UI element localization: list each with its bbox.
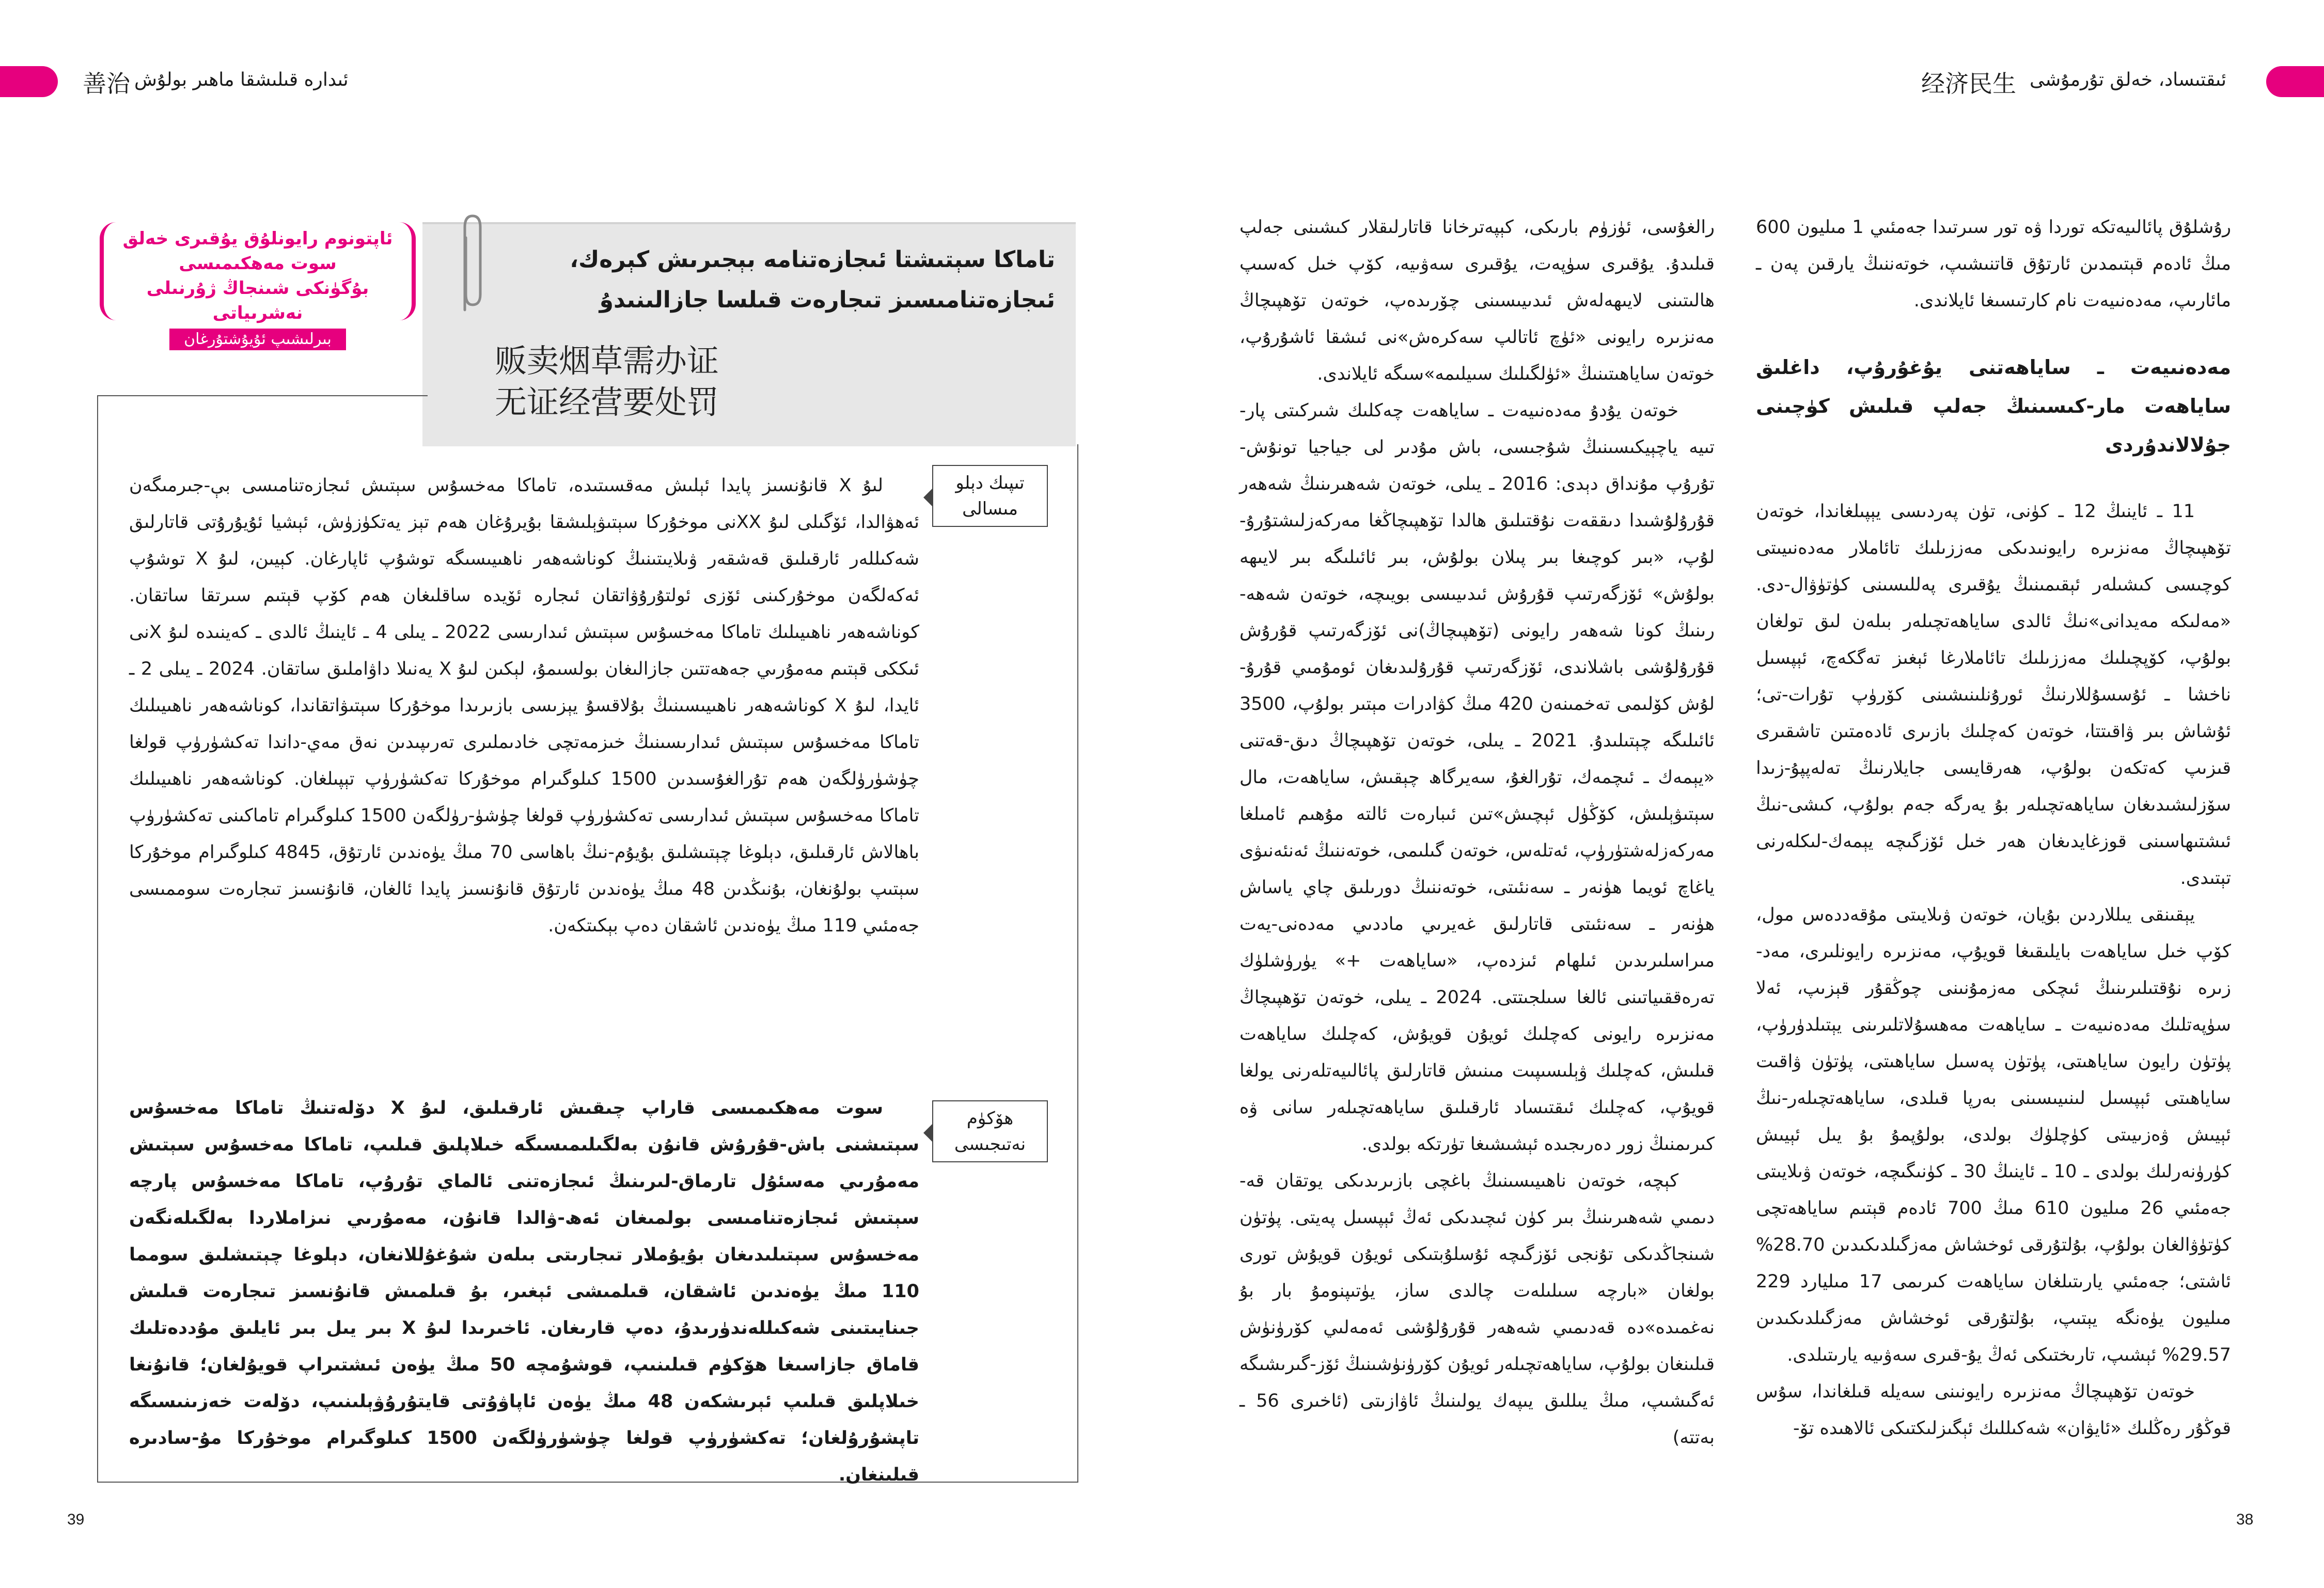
headline-cn-line-2: 无证经营要处罚 [495,383,719,421]
paragraph: يېقىنقى يىللاردىن بۇيان، خوتەن ۋىلايىتى مۇقەددەس مول، كۆپ خىل ساياھەت بايلىقىغا قويۇپ، مەنزىرە رايونلىرى، مەد-زىرە نۇقتىلىرىنىڭ ئىچكى مەزمۇنىنى چوڭقۇر قېزىپ، ئەلا سۈپەتلىك مەدەنىيەت ـ ساياھەت مەھسۇلاتلىرىنى يېتىلدۈرۈپ، پۈتۈن رايون ساياھىتى، پۈتۈن پەسىل ساياھىتى، پۈتۈن ۋاقىت ساياھىتى ئېپسىل لىنىيىسىنى بەرپا قىلدى، ساياھەتچىلەر-نىڭ ئېيىش ۋەزىيىتى كۈچلۈك بولدى، بولۇپمۇ بۇ يىل ئېيىش كۈرۈنەرلىك بولدى ـ 10 ـ ئاينىڭ 30 ـ كۈنىگىچە، خوتەن ۋىلايىتى جەمئىي 26 مىليون 610 مىڭ 700 ئادەم قېتىم ساياھەتچى كۈتۈۋالغان بولۇپ، بۇلتۇرقى ئوخشاش مەزگىلدىكىدىن 28.70% ئاشتى؛ جەمئىي يارىتىلغان ساياھەت كىرىمى 17 مىليارد 229 مىليون يۈەنگە يېتىپ، بۇلتۇرقى ئوخشاش مەزگىلدىكىدىن 29.57% ئېشىپ، تارىختىكى ئەڭ يۇ-قىرى سەۋىيە يارىتىلدى. [1756,905,2232,1365]
left-page-number: 39 [67,1511,85,1528]
headline-ug-line-1: تاماكا سېتىشتا ئىجازەتنامە بېجىرىش كېرەك، [570,246,1055,273]
right-page-number: 38 [2236,1511,2254,1528]
spacer [1756,319,2231,348]
paragraph: خوتەن تۆھپىچاڭ مەنزىرە رايونىنى سەيلە قىلغاندا، سۇس قوڭۇر رەڭلىك «ئايۋان» شەكىللىك ئېگىزلىكتىكى ئالاھىدە تۆ- [1756,1381,2231,1439]
paragraph: 11 ـ ئاينىڭ 12 ـ كۈنى، تۈن پەردىسى يېپىلغاندا، خوتەن تۆھپىچاڭ مەنزىرە رايونىدىكى مەززىلىك تائاملار مەدەنىيىتى كوچىسى كىشىلەر ئېقىمىنىڭ يۇقىرى پەللىسىنى كۈتۈۋال-دى. «مەلىكە مەيدانى»نىڭ ئالدى ساياھەتچىلەر بىلەن لىق تولغان بولۇپ، كۆپچىلىك مەززىلىك تائاملارغا ئېغىز تەگكەچ، ئېپسىل ناخشا ـ ئۇسسۇللارنىڭ ئورۇنلىنىشىنى كۆرۈپ تۇرات-تى؛ ئۇشاش بىر ۋاقىتتا، خوتەن كەچلىك بازىرى ئادەمتىن تاشقىرى قىزىپ كەتكەن بولۇپ، ھەرقايسى جايلارنىڭ تەلەپپۇ-زىدا سۆزلىشىدىغان ساياھەتچىلەر بۇ يەرگە جەم بولۇپ، كىشى-نىڭ ئىشتىھاسىنى قوزغايدىغان ھەر خىل ئۆزگىچە يېمەك-لىكلەرنى تېتىدى. [1756,501,2231,889]
right-page-column-right [1756,209,2231,1447]
left-running-title: ئىدارە قىلىشقا ماھىر بولۇش [134,69,349,90]
right-running-cn-title: 经济民生 [1921,70,2016,98]
headline-ug-line-2: ئىجازەتنامىسىز تىجارەت قىلسا جازالىنىدۇ [599,287,1055,313]
left-running-cn-title: 善治 [83,70,130,98]
paragraph: خوتەن يۇدۇ مەدەنىيەت ـ ساياھەت چەكلىك شىركىتى پار-تىيە ياچېيكىسىنىڭ شۇجىسى، باش مۇدىر لى جياجيا تونۇش-تۇرۇپ مۇنداق دېدى: 2016 ـ يىلى، خوتەن شەھىرىنىڭ شەھەر قۇرۇلۇشىدا دىققەت نۇقتىلىق ھالدا تۆھپىچاڭغا مەركەزلىشتۇرۇ-لۇپ، «بىر كوچىغا بىر پىلان بولۇش، بىر ئائىلىگە بىر لايىھە بولۇش» ئۆزگەرتىپ قۇرۇش ئىدىيىسى بويىچە، خوتەن شەھە-رىنىڭ كونا شەھەر رايونى (تۆھپىچاڭ)نى ئۆزگەرتىپ قۇرۇش قۇرۇلۇشى باشلاندى، ئۆزگەرتىپ قۇرۇلىدىغان ئومۇمىي قۇرۇ-لۇش كۆلىمى تەخمىنەن 420 مىڭ كۋادرات مېتىر بولۇپ، 3500 ئائىلىگە چېتىلىدۇ. 2021 ـ يىلى، خوتەن تۆھپىچاڭ دىق-قەتنى «يېمەك ـ ئىچمەك، تۇرالغۇ، سەيرگاھ چېقىش، ساياھەت، مال سېتىۋېلىش، كۆڭۈل ئېچىش»تىن ئىبارەت ئالتە مۇھىم ئامىلغا مەركەزلەشتۈرۈپ، ئەتلەس، خوتەن گىلىمى، خوتەننىڭ ئەنئەنىۋى ياغاچ ئويما ھۈنەر ـ سەنئىتى، خوتەننىڭ دورىلىق چاي ياساش ھۈنەر ـ سەنئىتى قاتارلىق غەيرىي ماددىي مەدەنى-يەت مىراسلىرىدىن ئىلھام ئىزدەپ، «ساياھەت +» يۈرۈشلۈك تەرەققىياتىنى ئالغا سىلجىتتى. 2024 ـ يىلى، خوتەن تۆھپىچاڭ مەنزىرە رايونى كەچلىك ئويۇن قويۇش، كەچلىك ساياھەت قىلىش، كەچلىك ۋېلىسىپىت مىنىش قاتارلىق پائالىيەتلەرنى يولغا قويۇپ، كەچلىك ئىقتىساد ئارقىلىق ساياھەتچىلەر سانى ۋە كىرىمنىڭ زور دەرىجىدە ئېشىشىغا تۈرتكە بولدى. [1239,400,1715,1155]
case-paragraph: لىۇ X قانۇنسىز پايدا ئېلىش مەقسىتىدە، تاماكا مەخسۇس سېتىش ئىجازەتنامىسى بې-جىرمىگەن ئەھۋالدا، ئۆگىلى لىۇ XXنى موخۇركا سېتىۋېلىشقا بۇيرۇغان ھەم تېز يەتكۈزۈش، ئېشيا ئۇيۇرۇتى قاتارلىق شەكىللەر ئارقىلىق قەشقەر ۋىلايىتىنىڭ كوناشەھەر ناھىيىسىگە توشۇپ ئاپارغان. كېيىن، لىۇ X توشۇپ ئەكەلگەن موخۇركىنى ئۆزى ئولتۇرۇۋاتقان ئىجارە ئۆيدە ساقلىغان ھەم كۆپ قېتىم سىرتقا ساتقان. كوناشەھەر ناھىيىلىك تاماكا مەخسۇس سېتىش ئىدارىسى 2022 ـ يىلى 4 ـ ئاينىڭ ئالدى ـ كەينىدە لىۇ Xنى ئىككى قېتىم مەمۇرىي جەھەتتىن جازالىغان بولسىمۇ، لېكىن لىۇ X يەنىلا داۋاملىق ساتقان. 2024 ـ يىلى 2 ـ ئايدا، لىۇ X كوناشەھەر ناھىيىسىنىڭ بۇلاقسۇ يېزىسى بازىرىدا موخۇركا سېتىۋاتقاندا، كوناشەھەر ناھىيىلىك تاماكا مەخسۇس سېتىش ئىدارىسىنىڭ خىزمەتچى خادىملىرى تەرىپىدىن نەق مەي-داندا تەكشۈرۈپ قولغا چۈشۈرۈلگەن ھەم تۇرالغۇسىدىن 1500 كىلوگىرام موخۇركا تەكشۈرۈپ تېپىلغان. كوناشەھەر ناھىيىلىك تاماكا مەخسۇس سېتىش ئىدارىسى تەكشۈرۈپ قولغا چۈشۈ-رۈلگەن 1500 كىلوگىرام تاماكىنى تەكشۈرۈپ باھالاش ئارقىلىق، دېلوغا چېتىشلىق بۇيۇم-نىڭ باھاسى 70 مىڭ يۈەندىن ئارتۇق، 4845 كىلوگىرام موخۇركا سېتىپ بولۇنغان، بۇنىڭدىن 48 مىڭ يۈەندىن ئارتۇق قانۇنسىز پايدا ئالغان، قانۇنسىز تىجارەت سوممىسى جەمئىي 119 مىڭ يۈەندىن ئاشقان دەپ بېكىتكەن. [129,475,920,936]
left-page-tab-marker [0,66,58,97]
caption-badge: بىرلىشىپ ئۇيۇشتۇرغان [169,329,346,350]
source-caption [100,222,416,348]
headline-cn-line-1: 贩卖烟草需办证 [495,342,719,380]
paperclip-icon [454,212,485,315]
spacer [1756,464,2231,493]
tab-judgment: ھۆكۈم نەتىجىسى [932,1100,1048,1162]
judgment-paragraph: سوت مەھكىمىسى قاراپ چىقىش ئارقىلىق، لىۇ X دۆلەتنىڭ تاماكا مەخسۇس سېتىشنى باش-قۇرۇش قانۇن بەلگىلىمىسىگە خىلاپلىق قىلىپ، تاماكا مەخسۇس سېتىش مەمۇرىي مەسئۇل تارماق-لىرىنىڭ ئىجازەتنى ئالماي تۇرۇپ، تاماكا مەخسۇس پارچە سېتىش ئىجازەتنامىسى بولمىغان ئەھ-ۋالدا قانۇن، مەمۇرىي نىزاملاردا بەلگىلەنگەن مەخسۇس سېتىلىدىغان بۇيۇملار تىجارىتى بىلەن شۇغۇللانغان، دېلوغا چېتىشلىق سومما 110 مىڭ يۈەندىن ئاشقان، قىلمىشى ئېغىر، بۇ قىلمىش قانۇنسىز تىجارەت قىلىش جىنايىتىنى شەكىللەندۈرىدۇ، دەپ قارىغان. ئاخىرىدا لىۇ X بىر يىل بىر ئايلىق مۇددەتلىك قاماق جازاسىغا ھۆكۈم قىلىنىپ، قوشۇمچە 50 مىڭ يۈەن ئىشتىراپ قويۇلغان؛ قانۇنغا خىلاپلىق قىلىپ ئېرىشكەن 48 مىڭ يۈەن ئاپاۋۇتى قايتۇرۇۋېلىنىپ، دۆلەت خەزىنىسىگە تاپشۇرۇلغان؛ تەكشۈرۈپ قولغا چۈشۈرۈلگەن 1500 كىلوگىرام موخۇركا مۇ-سادىرە قىلىنغان. [129,1098,920,1485]
frame-right-line [1077,444,1078,1483]
paragraph: كېچە، خوتەن ناھىيىسىنىڭ باغچى بازىرىدىكى يوتقان قە-دىمىي شەھىرىنىڭ بىر كۈن ئىچىدىكى ئەڭ ئېپسىل پەيتى. پۈتۈن شىنجاڭدىكى تۇنجى ئۆزگىچە ئۇسلۇبتىكى ئويۇن قويۇش تورى بولغان «بارچە سىلىلەت چالدى ساز، يۈتىپنومۇ بار بۇ نەغمىدە»دە قەدىمىي شەھەر قۇرۇلۇشى ئەمەلىي كۆرۈنۈش قىلىنغان بولۇپ، ساياھەتچىلەر ئويۇن كۆرۈنۈشىنىڭ ئۆز-گىرىشىگە ئەگىشىپ، مىڭ يىللىق يىپەك يولىنىڭ ئاۋازىتى (ئاخىرى 56 ـ بەتتە) [1239,1171,1715,1448]
paragraph: رۇشلۇق پائالىيەتكە توردا ۋە تور سىرتىدا جەمئىي 1 مىليون 600 مىڭ ئادەم قېتىمدىن ئارتۇق قاتنىشىپ، خوتەننىڭ يارقىن پەن ـ مائارىپ، مەدەنىيەت نام كارتىسىغا ئايلاندى. [1756,217,2231,311]
case-text [129,468,919,944]
section-heading: مەدەنىيەت ـ ساياھەتنى يۇغۇرۇپ، داغلىق ساياھەت مار-كىسىنىڭ جەلپ قىلىش كۈچىنى جۇلالاندۇردى [1756,356,2231,456]
right-running-title: ئىقتىساد، خەلق تۇرمۇشى [2030,69,2227,90]
caption-line-1: ئاپتونوم رايونلۇق يۇقىرى خەلق سوت مەھكىمىسى [122,228,393,274]
tab-case-example: تىپىك دېلو مىسالى [932,465,1048,527]
right-page-tab-marker [2266,66,2324,97]
judgment-text [129,1090,919,1493]
tab-judgment-arrow [923,1124,933,1142]
right-page-column-left [1239,209,1715,1456]
tab-case-arrow [923,488,933,507]
caption-line-2: بۇگۈنكى شىنجاڭ ژۇرنىلى نەشرىياتى [146,278,369,323]
paragraph: رالغۇسى، ئۈزۈم بارىكى، كېپەترخانا قاتارلىقلار كىشىنى جەلپ قىلىدۇ. يۇقىرى سۈپەت، يۇقىرى سەۋىيە، كۆپ خىل كەسىپ ھالىتىنى لايىھەلەش ئىدىيىسىنى چۆرىدەپ، خوتەن تۆھپىچاڭ مەنزىرە رايونى «ئۈچ ئاتالپ سەكرەش»نى ئىشقا ئاشۇرۇپ، خوتەن ساياھىتىنىڭ «ئۈلگىلىك سىيلىمە»سىگە ئايلاندى. [1239,217,1715,384]
